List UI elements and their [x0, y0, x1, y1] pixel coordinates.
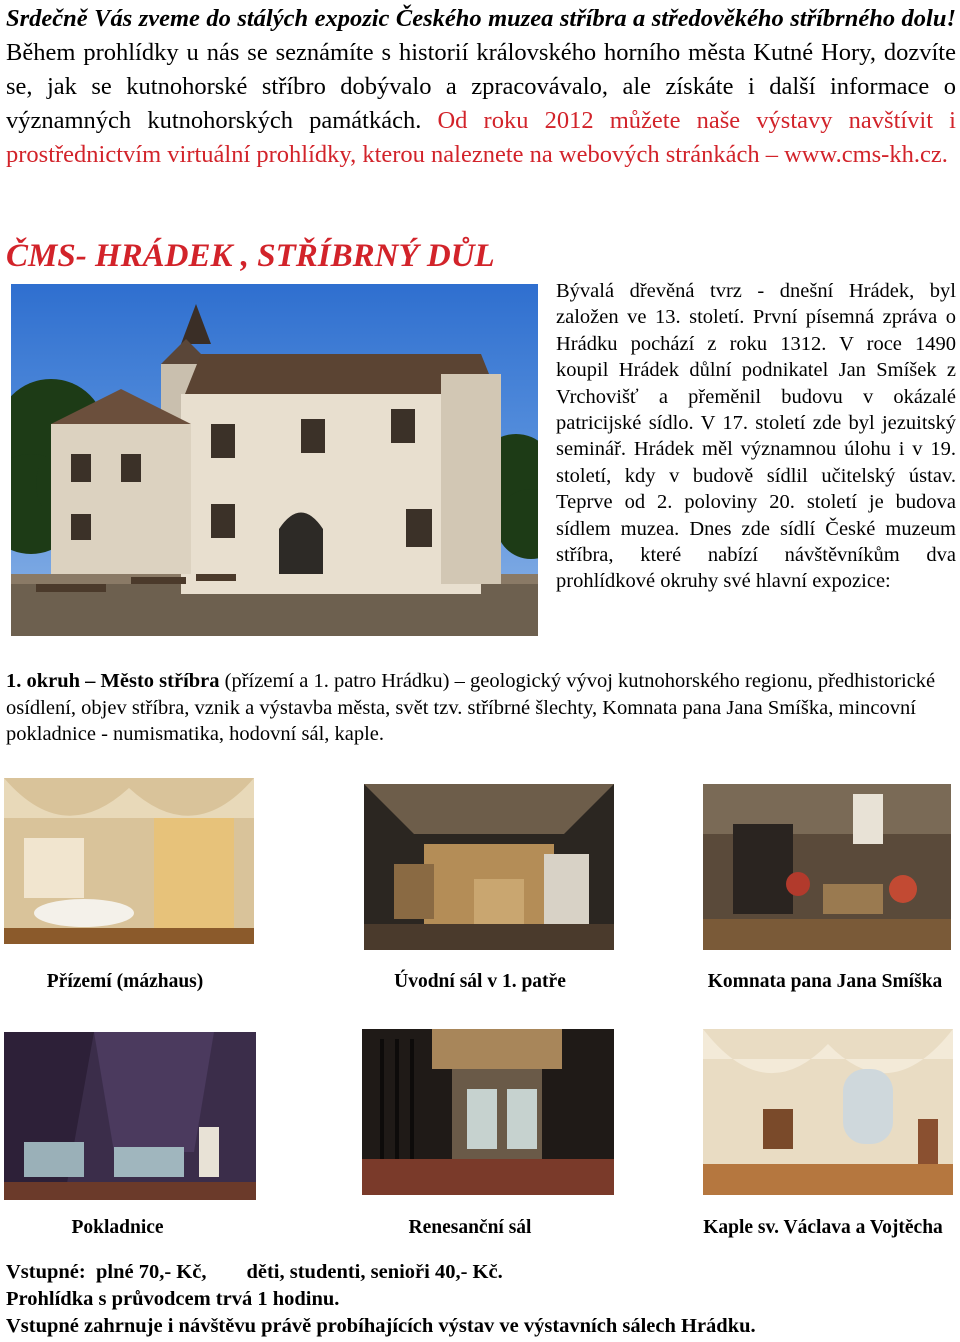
photo-pokladnice — [4, 1032, 256, 1200]
tour-route-description — [6, 668, 954, 748]
hradek-history-text: Bývalá dřevěná tvrz - dnešní Hrádek, byl založen ve 13. století. První písemná zpráva o Hrádku pochází z roku 1312. V roce 1490 koupil Hrádek důlní podnikatel Jan Smíšek z Vrchovišť a přeměnil budovu v okázalé patricijské sídlo. V 17. století zde byl jezuitský seminář. Hrádek měl významnou úlohu i v 19. století, kdy v budově sídlil učitelský ústav. Teprve od 2. poloviny 20. století je budova sídlem muzea. Dnes zde sídlí České muzeum stříbra, které nabízí návštěvníkům dva prohlídkové okruhy své hlavní expozice: — [556, 280, 956, 593]
prices-label: Vstupné: — [6, 1261, 86, 1283]
admission-includes: Vstupné zahrnuje i návštěvu právě probíhajících výstav ve výstavních sálech Hrádku. — [6, 1315, 756, 1337]
section-heading: ČMS- HRÁDEK , STŘÍBRNÝ DŮL — [6, 238, 495, 274]
photo-renesancni-sal — [362, 1029, 614, 1195]
tour-route-text: (přízemí a 1. patro Hrádku) – geologický vývoj kutnohorského regionu, předhistorické osídlení, objev stříbra, vznik a výstavba města, svět tzv. stříbrné šlechty, Komnata pana Jana Smíška, mincovní pokladnice - numismatika, hodovní sál, kaple. — [6, 670, 936, 746]
caption-uvodni-sal: Úvodní sál v 1. patře — [394, 971, 566, 992]
photo-kaple — [703, 1029, 953, 1195]
caption-kaple: Kaple sv. Václava a Vojtěcha — [703, 1217, 943, 1238]
price-reduced: děti, studenti, senioři 40,- Kč. — [246, 1261, 503, 1283]
caption-komnata: Komnata pana Jana Smíška — [707, 971, 943, 992]
admission-prices — [6, 1261, 503, 1284]
hradek-building-photo — [11, 284, 538, 636]
caption-pokladnice: Pokladnice — [71, 1217, 164, 1238]
tour-route-title: 1. okruh – Město stříbra — [6, 670, 220, 692]
photo-prizemi — [4, 778, 254, 944]
caption-renesancni-sal: Renesanční sál — [408, 1217, 532, 1238]
intro-virtual-tour[interactable]: Od roku 2012 můžete naše výstavy navštívit i prostřednictvím virtuální prohlídky, kterou naleznete na webových stránkách – www.cms-kh.cz. — [6, 107, 956, 168]
intro-body: Během prohlídky u nás se seznámíte s historií královského horního města Kutné Hory, dozvíte se, jak se kutnohorské stříbro dobývalo a zpracovávalo, ale získáte i další informace o významných kutnohorských památkách. — [6, 39, 956, 134]
tour-duration: Prohlídka s průvodcem trvá 1 hodinu. — [6, 1288, 340, 1310]
caption-prizemi: Přízemí (mázhaus) — [46, 971, 204, 992]
photo-uvodni-sal — [364, 784, 614, 950]
price-adult: plné 70,- Kč, — [96, 1261, 207, 1283]
intro-paragraph — [6, 2, 956, 172]
intro-lead: Srdečně Vás zveme do stálých expozic Českého muzea stříbra a středověkého stříbrného dolu! — [6, 5, 956, 32]
photo-komnata — [703, 784, 951, 950]
